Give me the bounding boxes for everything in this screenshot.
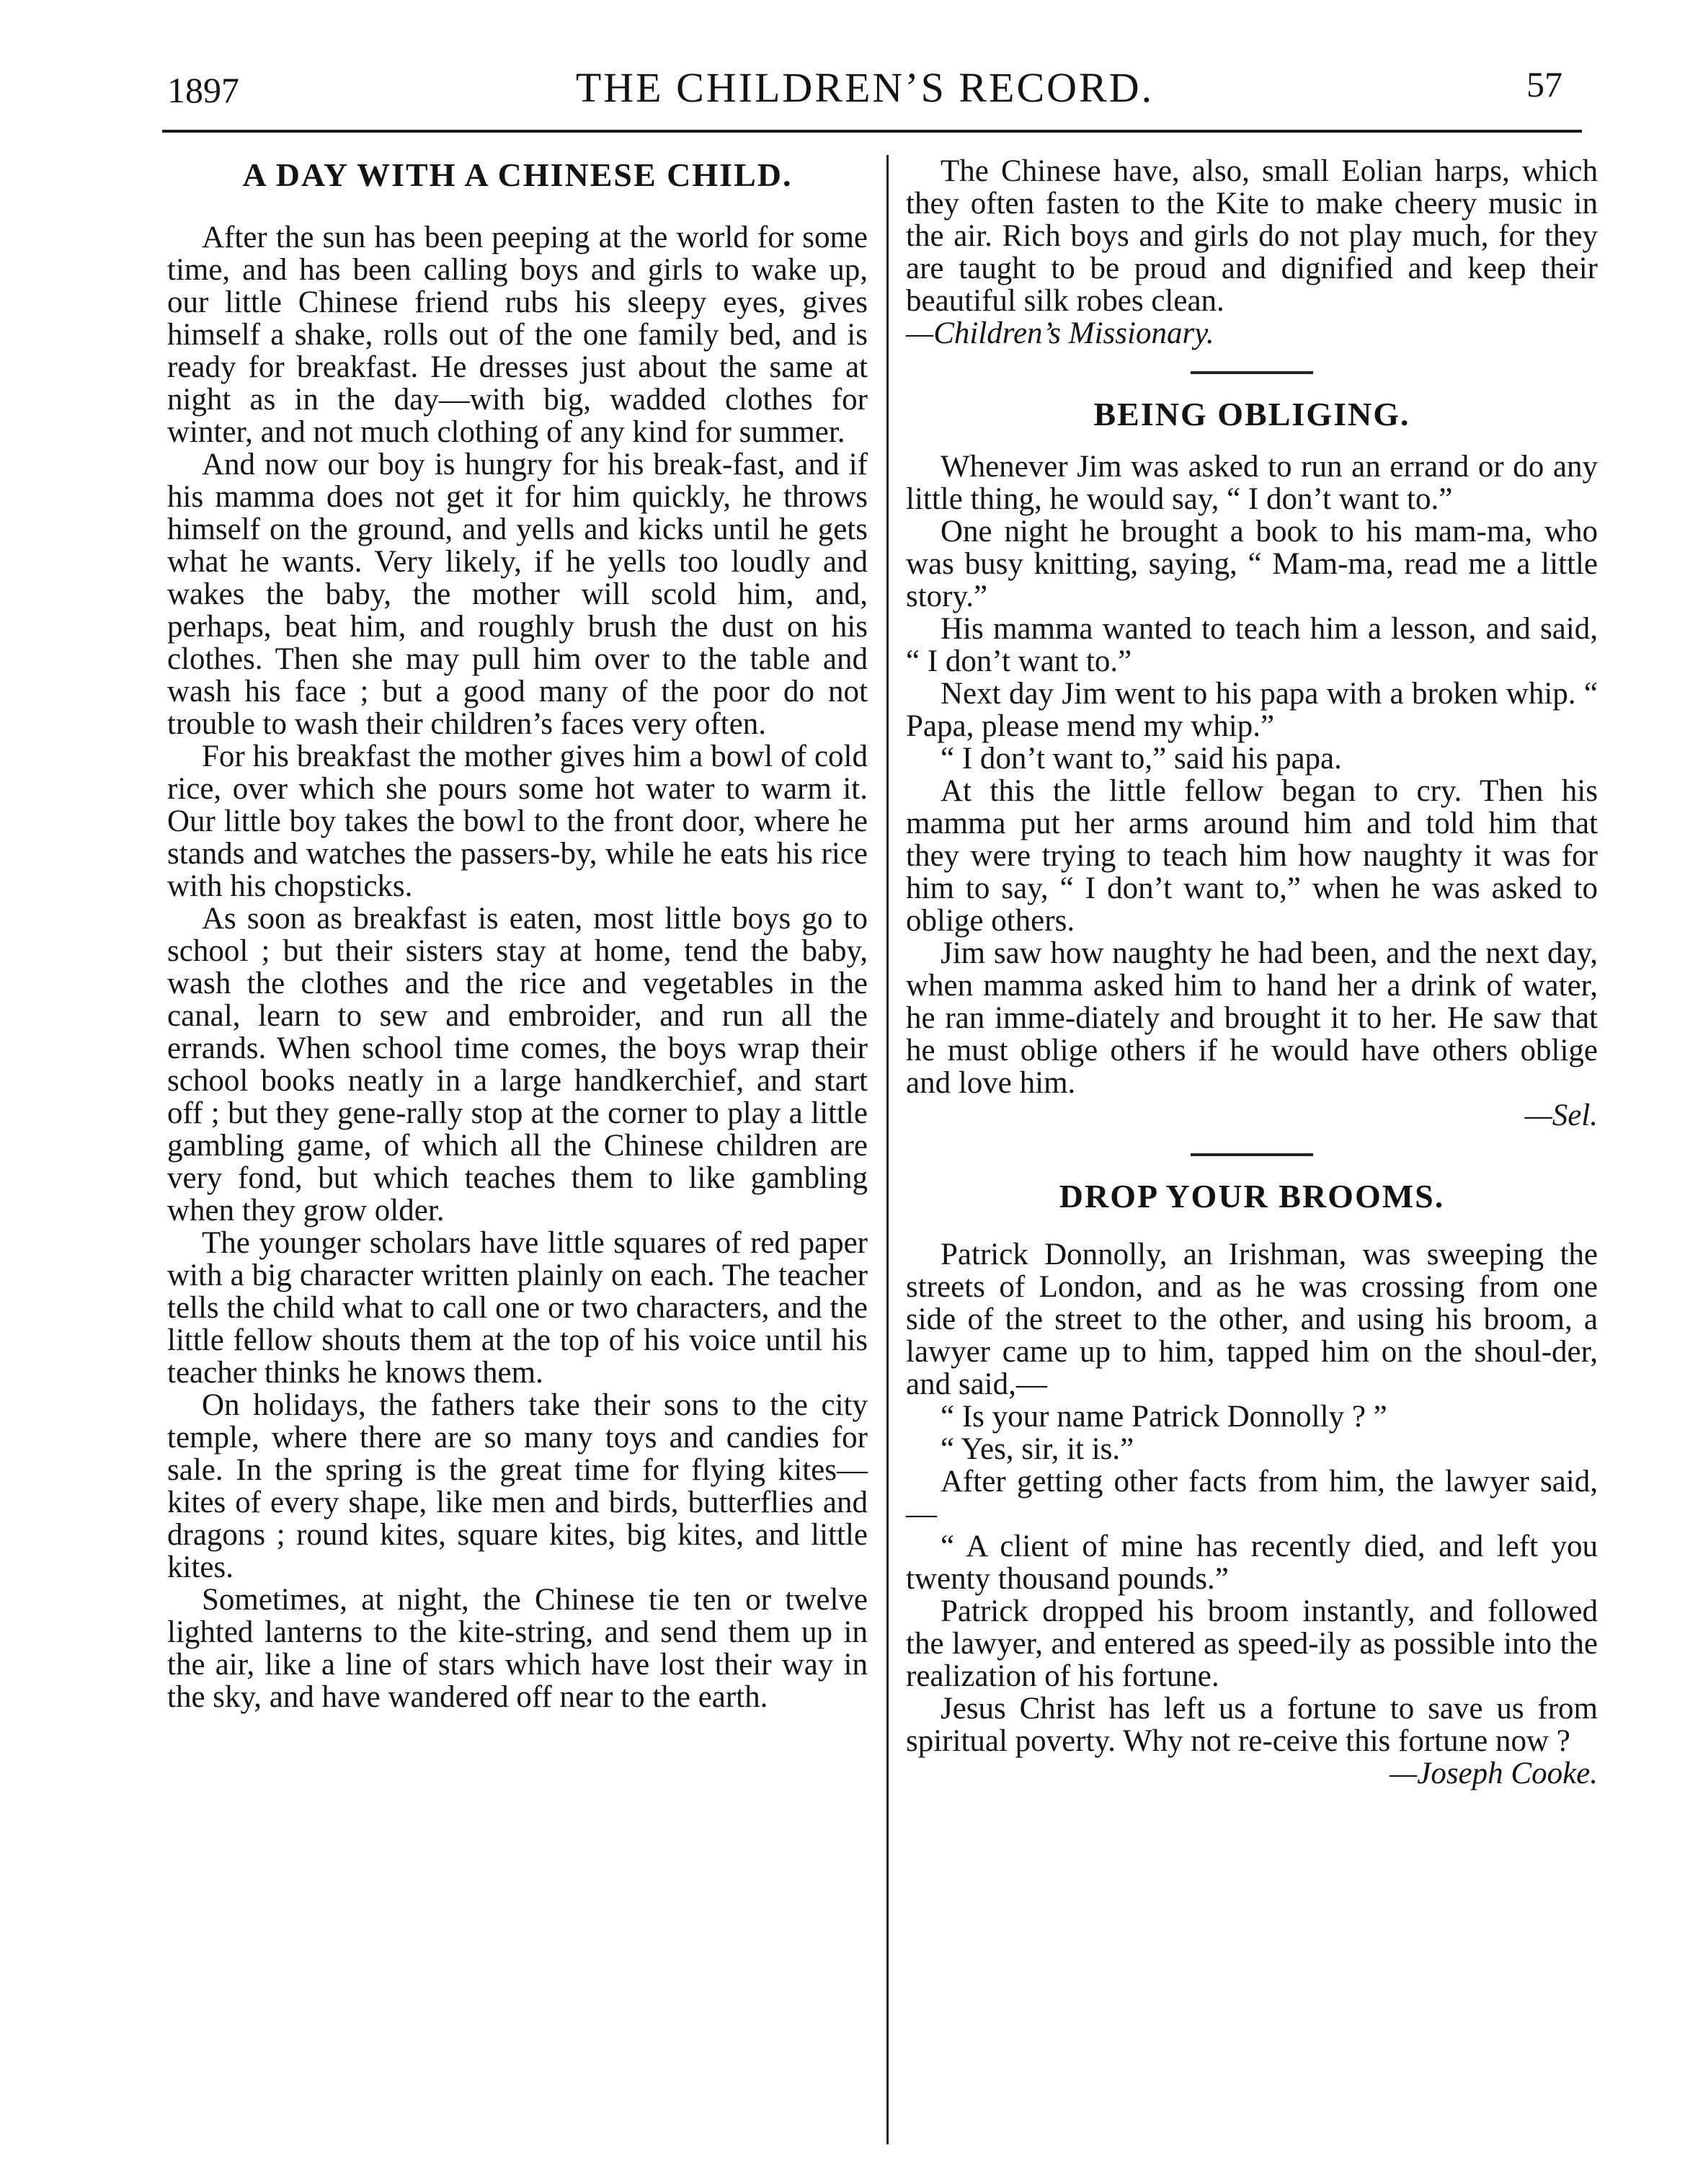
credit-drop-brooms: —Joseph Cooke. — [1390, 1757, 1598, 1790]
column-divider — [886, 155, 889, 2144]
paragraph: The younger scholars have little squares of red paper with a big character written plainly on each. The teacher tells the child what to call one or two characters, and the little fellow shouts them at the top of his voice until his teacher thinks he knows them. — [167, 1226, 868, 1390]
article-title-chinese-child: A DAY WITH A CHINESE CHILD. — [242, 156, 793, 193]
paragraph: Patrick dropped his broom instantly, and followed the lawyer, and entered as speed-ily as possible into the realization of his fortune. — [906, 1594, 1598, 1693]
page-header — [167, 63, 1562, 121]
page-number: 57 — [1526, 64, 1562, 105]
paragraph-continued: Sometimes, at night, the Chinese tie ten or twelve lighted lanterns to the kite-string, and send them up in the air, like a line of stars which have lost their way in the sky, and have wandered off near to the earth. — [167, 1583, 868, 1714]
paragraph: For his breakfast the mother gives him a bowl of cold rice, over which she pours some hot water to warm it. Our little boy takes the bowl to the front door, where he stands and watches the passers-by, while he eats his rice with his chopsticks. — [167, 740, 868, 903]
paragraph: At this the little fellow began to cry. Then his mamma put her arms around him and told him that they were trying to teach him how naughty it was for him to say, “ I don’t want to,” when he was asked to oblige others. — [906, 774, 1598, 938]
paragraph: After getting other facts from him, the lawyer said,— — [906, 1465, 1598, 1531]
section-divider — [1191, 1153, 1313, 1156]
paragraph: One night he brought a book to his mam-ma, who was busy knitting, saying, “ Mam-ma, read me a little story.” — [906, 515, 1598, 613]
article-title-being-obliging: BEING OBLIGING. — [1093, 396, 1410, 432]
section-divider — [1191, 371, 1313, 374]
paragraph: And now our boy is hungry for his break-fast, and if his mamma does not get it for him quickly, he throws himself on the ground, and yells and kicks until he gets what he wants. Very likely, if he yells too loudly and wakes the baby, the mother will scold him, and, perhaps, beat him, and roughly brush the dust on his clothes. Then she may pull him over to the table and wash his face ; but a good many of the poor do not trouble to wash their children’s faces very often. — [167, 448, 868, 741]
article-title-drop-brooms: DROP YOUR BROOMS. — [1059, 1178, 1445, 1215]
paragraph: The Chinese have, also, small Eolian harps, which they often fasten to the Kite to make cheery music in the air. Rich boys and girls do not play much, for they are taught to be proud and dignified and keep their beautiful silk robes clean. — [906, 154, 1598, 318]
paragraph: As soon as breakfast is eaten, most little boys go to school ; but their sisters stay at home, tend the baby, wash the clothes and the rice and vegetables in the canal, learn to sew and embroider, and run all the errands. When school time comes, the boys wrap their school books neatly in a large handkerchief, and start off ; but they gene-rally stop at the corner to play a little gambling game, of which all the Chinese children are very fond, but which teaches them to like gambling when they grow older. — [167, 902, 868, 1228]
credit-chinese-child: —Children’s Missionary. — [906, 316, 1214, 350]
left-column — [167, 155, 868, 1713]
credit-being-obliging: —Sel. — [1524, 1098, 1598, 1132]
paragraph: Patrick Donnolly, an Irishman, was sweeping the streets of London, and as he was crossing from one side of the street to the other, and using his broom, a lawyer came up to him, tapped him on the shoul-der, and said,— — [906, 1238, 1598, 1401]
paragraph: His mamma wanted to teach him a lesson, and said, “ I don’t want to.” — [906, 612, 1598, 678]
paragraph: “ Is your name Patrick Donnolly ? ” — [941, 1400, 1387, 1434]
paragraph: “ Yes, sir, it is.” — [941, 1432, 1134, 1466]
article-credit — [906, 317, 1598, 350]
paragraph: Jesus Christ has left us a fortune to save us from spiritual poverty. Why not re-ceive this fortune now ? — [906, 1692, 1598, 1758]
paragraph: Next day Jim went to his papa with a broken whip. “ Papa, please mend my whip.” — [906, 677, 1598, 743]
right-column — [906, 155, 1598, 1790]
article-credit — [906, 1757, 1598, 1790]
year: 1897 — [167, 70, 239, 110]
paragraph: After the sun has been peeping at the world for some time, and has been calling boys and girls to wake up, our little Chinese friend rubs his sleepy eyes, gives himself a shake, rolls out of the one family bed, and is ready for breakfast. He dresses just about the same at night as in the day—with big, wadded clothes for winter, and not much clothing of any kind for summer. — [167, 221, 868, 449]
header-rule — [162, 130, 1582, 133]
article-credit — [906, 1099, 1598, 1132]
publication-title: THE CHILDREN’S RECORD. — [575, 64, 1155, 111]
paragraph: “ I don’t want to,” said his papa. — [941, 742, 1342, 776]
paragraph: Whenever Jim was asked to run an errand or do any little thing, he would say, “ I don’t want to.” — [906, 450, 1598, 516]
paragraph: On holidays, the fathers take their sons to the city temple, where there are so many toys and candies for sale. In the spring is the great time for flying kites—kites of every shape, like men and birds, butterflies and dragons ; round kites, square kites, big kites, and little kites. — [167, 1388, 868, 1584]
paragraph: Jim saw how naughty he had been, and the next day, when mamma asked him to hand her a drink of water, he ran imme-diately and brought it to her. He saw that he must oblige others if he would have others oblige and love him. — [906, 936, 1598, 1100]
paragraph: “ A client of mine has recently died, and left you twenty thousand pounds.” — [906, 1530, 1598, 1596]
